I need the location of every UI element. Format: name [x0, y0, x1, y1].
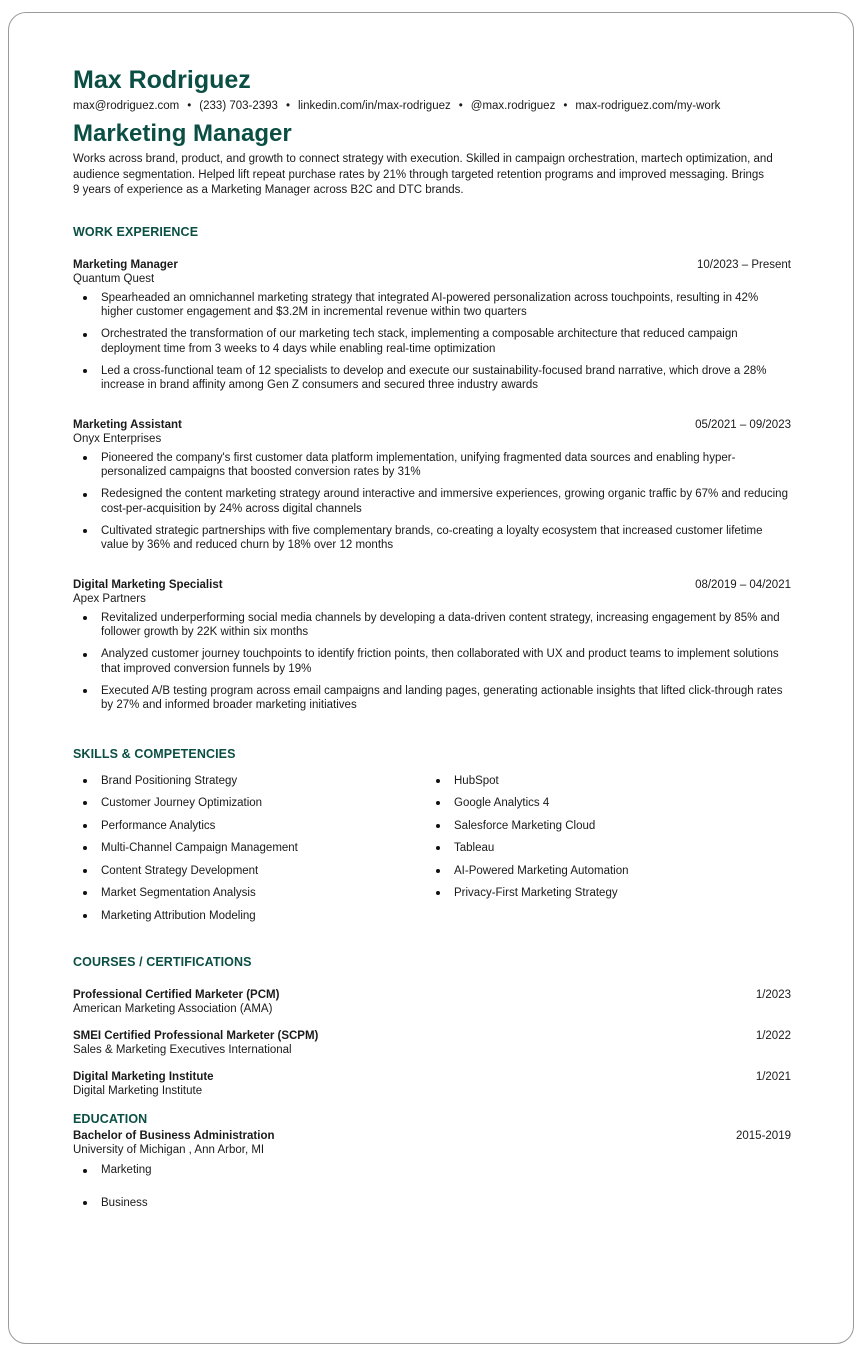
list-item: Led a cross-functional team of 12 specialists to develop and execute our sustainability-focused brand narrative, which drove a 28% increase in brand affinity among Gen Z consumers and secured three industry awards: [101, 364, 791, 393]
job-bullets: [73, 451, 791, 553]
list-item: Content Strategy Development: [101, 864, 426, 878]
certification-entry: [73, 989, 791, 1017]
list-item: Analyzed customer journey touchpoints to identify friction points, then collaborated with UX and product teams to implement solutions that improved conversion funnels by 19%: [101, 647, 791, 676]
list-item: Redesigned the content marketing strategy around interactive and immersive experiences, growing organic traffic by 67% and reducing cost-per-acquisition by 24% across digital channels: [101, 487, 791, 516]
courses-heading: COURSES / CERTIFICATIONS: [73, 955, 252, 969]
list-item: Pioneered the company's first customer data platform implementation, unifying fragmented data sources and enabling hyper-personalized campaigns that boosted conversion rates by 31%: [101, 451, 791, 480]
list-item: Brand Positioning Strategy: [101, 774, 426, 788]
contact-handle: @max.rodriguez: [470, 100, 556, 112]
job-title: Marketing Manager: [73, 120, 292, 147]
list-item: Customer Journey Optimization: [101, 796, 426, 810]
contact-website: max-rodriguez.com/my-work: [575, 100, 721, 112]
education-dates: 2015-2019: [736, 1130, 791, 1142]
contact-phone: (233) 703-2393: [199, 100, 278, 112]
separator: •: [458, 100, 463, 112]
skills-column-left: [73, 774, 426, 932]
skills-column-right: [426, 774, 779, 932]
skills-heading: SKILLS & COMPETENCIES: [73, 746, 236, 761]
certification-name: SMEI Certified Professional Marketer (SCPM): [73, 1030, 319, 1042]
education-focus-list: [73, 1163, 791, 1210]
list-item: Marketing Attribution Modeling: [101, 909, 426, 923]
work-experience-heading: WORK EXPERIENCE: [73, 224, 199, 239]
certification-name: Digital Marketing Institute: [73, 1071, 214, 1083]
list-item: Salesforce Marketing Cloud: [454, 819, 779, 833]
certification-issuer: American Marketing Association (AMA): [73, 1003, 273, 1015]
job-company: Apex Partners: [73, 592, 146, 605]
job-dates: 08/2019 – 04/2021: [695, 578, 791, 591]
job-company: Quantum Quest: [73, 272, 155, 285]
list-item: Orchestrated the transformation of our marketing tech stack, implementing a composable architecture that reduced campaign deployment time from 3 weeks to 4 days while enabling real-time optimization: [101, 327, 791, 356]
certification-entry: [73, 1030, 791, 1058]
certification-issuer: Sales & Marketing Executives International: [73, 1044, 292, 1056]
list-item: Privacy-First Marketing Strategy: [454, 886, 779, 900]
job-bullets: [73, 291, 791, 393]
job-entry: [73, 419, 791, 553]
school: University of Michigan , Ann Arbor, MI: [73, 1144, 265, 1156]
certification-entry: [73, 1071, 791, 1099]
candidate-name: Max Rodriguez: [73, 66, 251, 94]
degree: Bachelor of Business Administration: [73, 1130, 275, 1142]
list-item: Executed A/B testing program across email campaigns and landing pages, generating actionable insights that lifted click-through rates by 27% and informed broader marketing initiatives: [101, 684, 791, 713]
contact-line: [73, 99, 791, 113]
list-item: Google Analytics 4: [454, 796, 779, 810]
separator: •: [187, 100, 192, 112]
list-item: Spearheaded an omnichannel marketing strategy that integrated AI-powered personalization across touchpoints, resulting in 42% higher customer engagement and $3.2M in incremental revenue within two quarters: [101, 291, 791, 320]
job-role: Marketing Assistant: [73, 418, 182, 431]
resume-page: [8, 12, 854, 1344]
contact-linkedin: linkedin.com/in/max-rodriguez: [297, 100, 451, 112]
job-entry: [73, 579, 791, 713]
list-item: Marketing: [101, 1163, 791, 1178]
list-item: Multi-Channel Campaign Management: [101, 841, 426, 855]
certification-date: 1/2023: [755, 989, 791, 1001]
list-item: Performance Analytics: [101, 819, 426, 833]
certification-issuer: Digital Marketing Institute: [73, 1085, 203, 1097]
education-entry: [73, 1130, 791, 1210]
separator: •: [285, 100, 290, 112]
job-role: Digital Marketing Specialist: [73, 578, 223, 591]
job-company: Onyx Enterprises: [73, 432, 162, 445]
resume-content: [73, 65, 791, 1218]
skills-list: [73, 774, 791, 932]
separator: •: [563, 100, 568, 112]
courses-list: [73, 989, 791, 1099]
certification-name: Professional Certified Marketer (PCM): [73, 989, 280, 1001]
list-item: Cultivated strategic partnerships with five complementary brands, co-creating a loyalty ecosystem that increased customer lifetime value by 36% and reduced churn by 18% over 12 months: [101, 524, 791, 553]
education-heading: EDUCATION: [73, 1112, 148, 1126]
job-role: Marketing Manager: [73, 258, 178, 271]
job-bullets: [73, 611, 791, 713]
list-item: Tableau: [454, 841, 779, 855]
job-dates: 05/2021 – 09/2023: [695, 418, 791, 431]
certification-date: 1/2022: [755, 1030, 791, 1042]
list-item: AI-Powered Marketing Automation: [454, 864, 779, 878]
job-dates: 10/2023 – Present: [697, 258, 791, 271]
list-item: Market Segmentation Analysis: [101, 886, 426, 900]
list-item: Business: [101, 1196, 791, 1211]
certification-date: 1/2021: [755, 1071, 791, 1083]
list-item: HubSpot: [454, 774, 779, 788]
summary: Works across brand, product, and growth to connect strategy with execution. Skilled in campaign orchestration, martech optimization, and audience segmentation. Helped lift repeat purchase rates by 21% through targeted retention programs and improved messaging. Brings 9 years of experience as a Marketing Manager across B2C and DTC brands.: [73, 153, 773, 196]
contact-email: max@rodriguez.com: [73, 100, 180, 112]
job-entry: [73, 259, 791, 393]
list-item: Revitalized underperforming social media channels by developing a data-driven content strategy, increasing engagement by 85% and follower growth by 22K within six months: [101, 611, 791, 640]
